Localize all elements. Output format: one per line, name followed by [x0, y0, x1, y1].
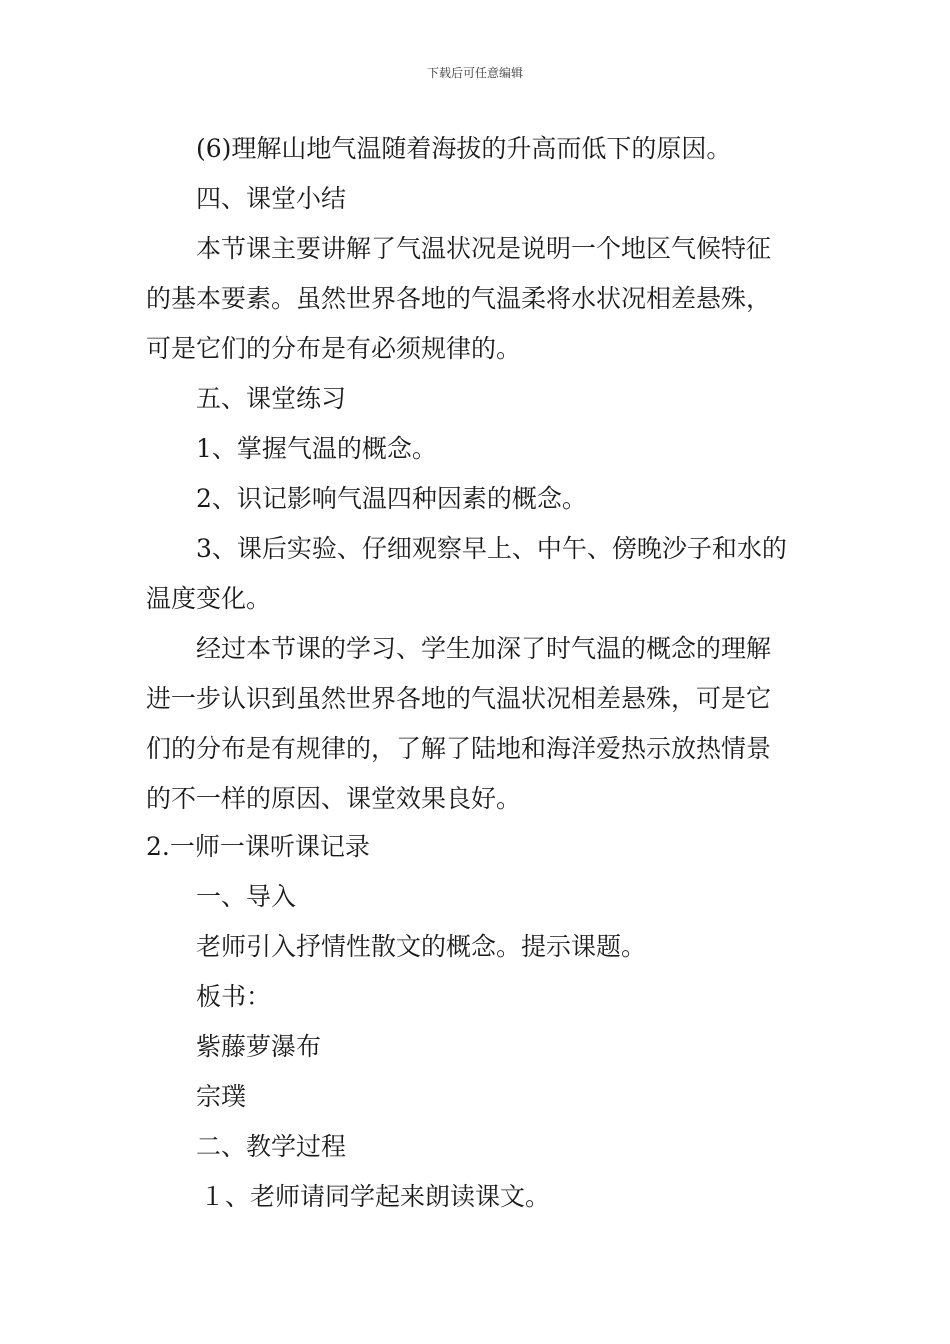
section-heading: 五、课堂练习: [196, 384, 347, 413]
section-heading: 四、课堂小结: [196, 184, 347, 213]
section-heading: 一、导入: [196, 882, 297, 911]
section-heading: 二、教学过程: [196, 1132, 347, 1161]
text-line: 本节课主要讲解了气温状况是说明一个地区气候特征: [196, 234, 772, 263]
text-line: 的基本要素。虽然世界各地的气温柔将水状况相差悬殊，: [146, 284, 772, 313]
text-line: 们的分布是有规律的，了解了陆地和海洋爱热示放热情景: [146, 734, 772, 763]
list-item: １、老师请同学起来朗读课文。: [200, 1182, 551, 1211]
section-title: 2.一师一课听课记录: [146, 832, 370, 861]
text-line: 老师引入抒情性散文的概念。提示课题。: [196, 932, 647, 961]
text-line: 宗璞: [196, 1082, 247, 1111]
page-header: 下载后可任意编辑: [426, 66, 523, 80]
list-item: 1、掌握气温的概念。: [196, 434, 437, 463]
text-line: 可是它们的分布是有必须规律的。: [146, 334, 522, 363]
text-line: 的不一样的原因、课堂效果良好。: [146, 784, 522, 813]
text-line: 进一步认识到虽然世界各地的气温状况相差悬殊，可是它: [146, 684, 772, 713]
text-line: 温度变化。: [146, 584, 272, 613]
text-line: 板书：: [196, 982, 272, 1011]
text-line: 紫藤萝瀑布: [196, 1032, 322, 1061]
text-line: 经过本节课的学习、学生加深了时气温的概念的理解: [196, 634, 772, 663]
list-item: 3、课后实验、仔细观察早上、中午、傍晚沙子和水的: [196, 534, 787, 563]
text-line: (6)理解山地气温随着海拔的升高而低下的原因。: [196, 134, 732, 163]
list-item: 2、识记影响气温四种因素的概念。: [196, 484, 587, 513]
